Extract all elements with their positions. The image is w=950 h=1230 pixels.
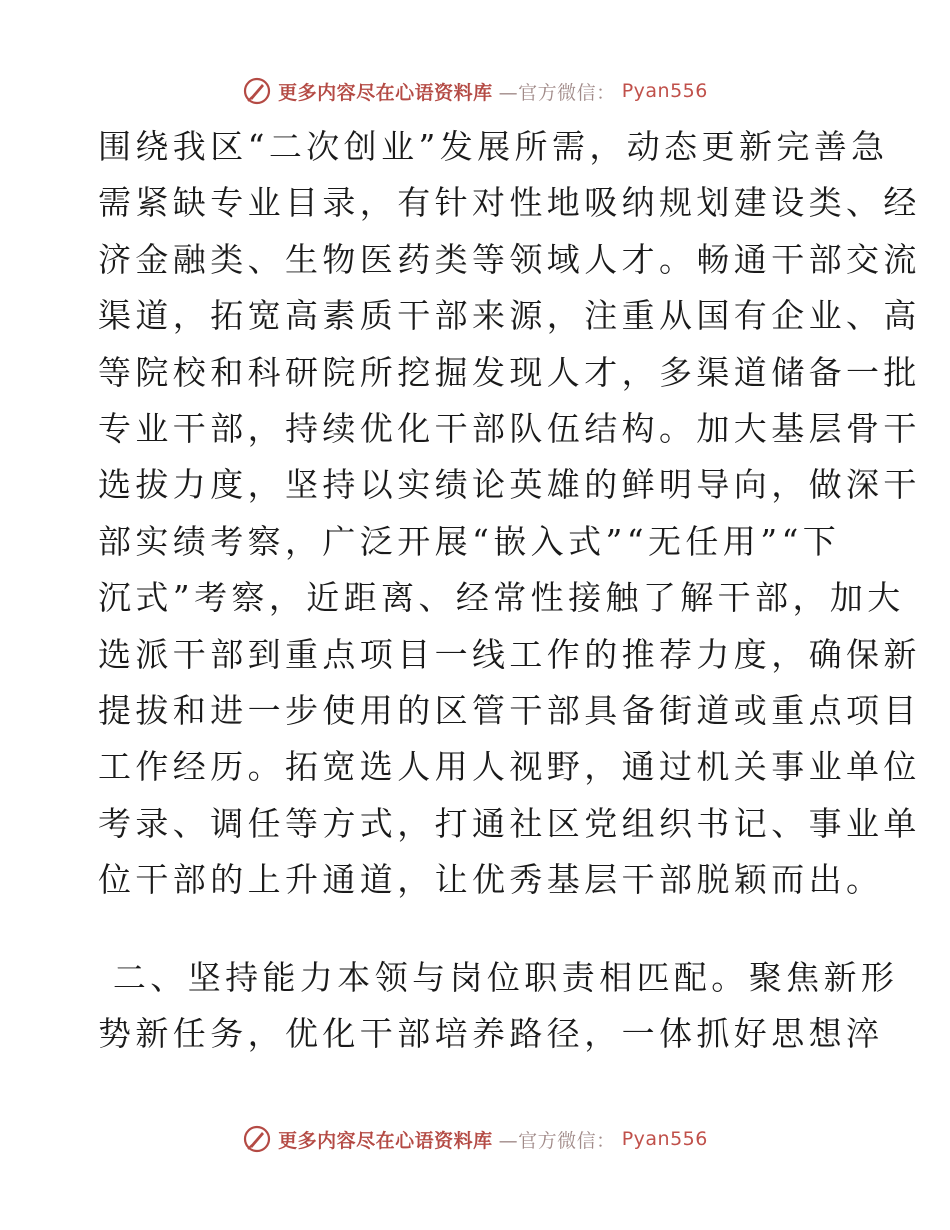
watermark-separator: —官方微信： [498,1129,616,1152]
text-line: 位干部的上升通道，让优秀基层干部脱颖而出。 [98,860,884,900]
text-line: 围绕我区“二次创业”发展所需，动态更新完善急 [98,127,889,166]
watermark-wechat-id: Pyan556 [621,1128,708,1150]
footer-watermark [0,1124,950,1154]
text-line: 需紧缺专业目录，有针对性地吸纳规划建设类、经 [98,183,921,223]
watermark-brand: 更多内容尽在心语资料库 [278,81,493,104]
quill-logo-icon [242,76,272,106]
text-line: 选派干部到重点项目一线工作的推荐力度，确保新 [98,634,921,674]
section-two [98,950,899,1063]
text-line: 等院校和科研院所挖掘发现人才，多渠道储备一批 [98,352,921,392]
text-line: 提拔和进一步使用的区管干部具备街道或重点项目 [98,690,921,730]
text-line: 济金融类、生物医药类等领域人才。畅通干部交流 [98,239,921,279]
text-line: 势新任务，优化干部培养路径，一体抓好思想淬 [98,1014,884,1054]
text-line: 渠道，拓宽高素质干部来源，注重从国有企业、高 [98,296,921,336]
watermark-separator: —官方微信： [498,81,616,104]
section-heading-line: 二、坚持能力本领与岗位职责相匹配。聚焦新形 [98,958,899,997]
text-line: 选拔力度，坚持以实绩论英雄的鲜明导向，做深干 [98,465,921,505]
body-paragraph [98,119,921,908]
watermark-wechat-id: Pyan556 [621,80,708,102]
header-watermark [0,76,950,106]
watermark-brand: 更多内容尽在心语资料库 [278,1129,493,1152]
text-line: 沉式”考察，近距离、经常性接触了解干部，加大 [98,578,905,618]
text-line: 专业干部，持续优化干部队伍结构。加大基层骨干 [98,408,921,448]
text-line: 工作经历。拓宽选人用人视野，通过机关事业单位 [98,747,921,787]
text-line: 部实绩考察，广泛开展“嵌入式”“无任用”“下 [98,521,841,561]
quill-logo-icon [242,1124,272,1154]
text-line: 考录、调任等方式，打通社区党组织书记、事业单 [98,803,921,843]
